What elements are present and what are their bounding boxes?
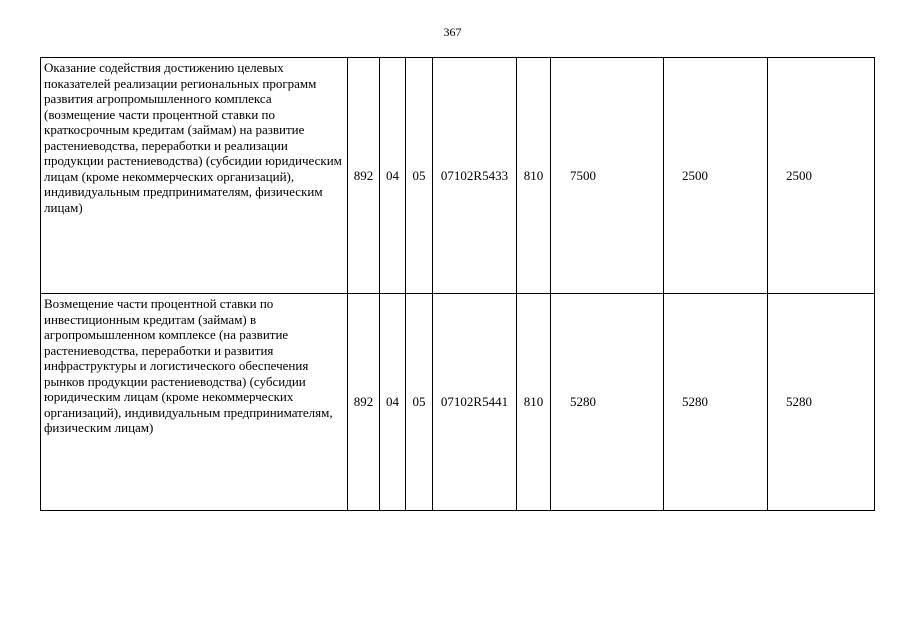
page-number: 367	[443, 25, 462, 39]
amount-year-3: 5280	[768, 294, 875, 511]
amount-year-1: 7500	[551, 58, 664, 294]
ministry-code: 892	[348, 58, 380, 294]
amount-year-2: 2500	[664, 58, 768, 294]
budget-table	[40, 57, 875, 511]
subsection-code: 05	[406, 294, 433, 511]
expense-type-code: 810	[517, 294, 551, 511]
section-code: 04	[380, 294, 406, 511]
table-row	[41, 58, 875, 294]
amount-year-2: 5280	[664, 294, 768, 511]
ministry-code: 892	[348, 294, 380, 511]
amount-year-3: 2500	[768, 58, 875, 294]
expense-type-code: 810	[517, 58, 551, 294]
target-article-code: 07102R5433	[433, 58, 517, 294]
row-description: Возмещение части процентной ставки по инвестиционным кредитам (займам) в агропромышленном комплексе (на развитие растениеводства, переработки и развития инфраструктуры и логистического обеспечения рынков продукции растениеводства) (субсидии юридическим лицам (кроме некоммерческих организаций), индивидуальным предпринимателям, физическим лицам)	[41, 294, 348, 511]
target-article-code: 07102R5441	[433, 294, 517, 511]
amount-year-1: 5280	[551, 294, 664, 511]
table-row	[41, 294, 875, 511]
section-code: 04	[380, 58, 406, 294]
subsection-code: 05	[406, 58, 433, 294]
row-description: Оказание содействия достижению целевых показателей реализации региональных программ развития агропромышленного комплекса (возмещение части процентной ставки по краткосрочным кредитам (займам) на развитие растениеводства, переработки и реализации продукции растениеводства) (субсидии юридическим лицам (кроме некоммерческих организаций), индивидуальным предпринимателям, физическим лицам)	[41, 58, 348, 294]
